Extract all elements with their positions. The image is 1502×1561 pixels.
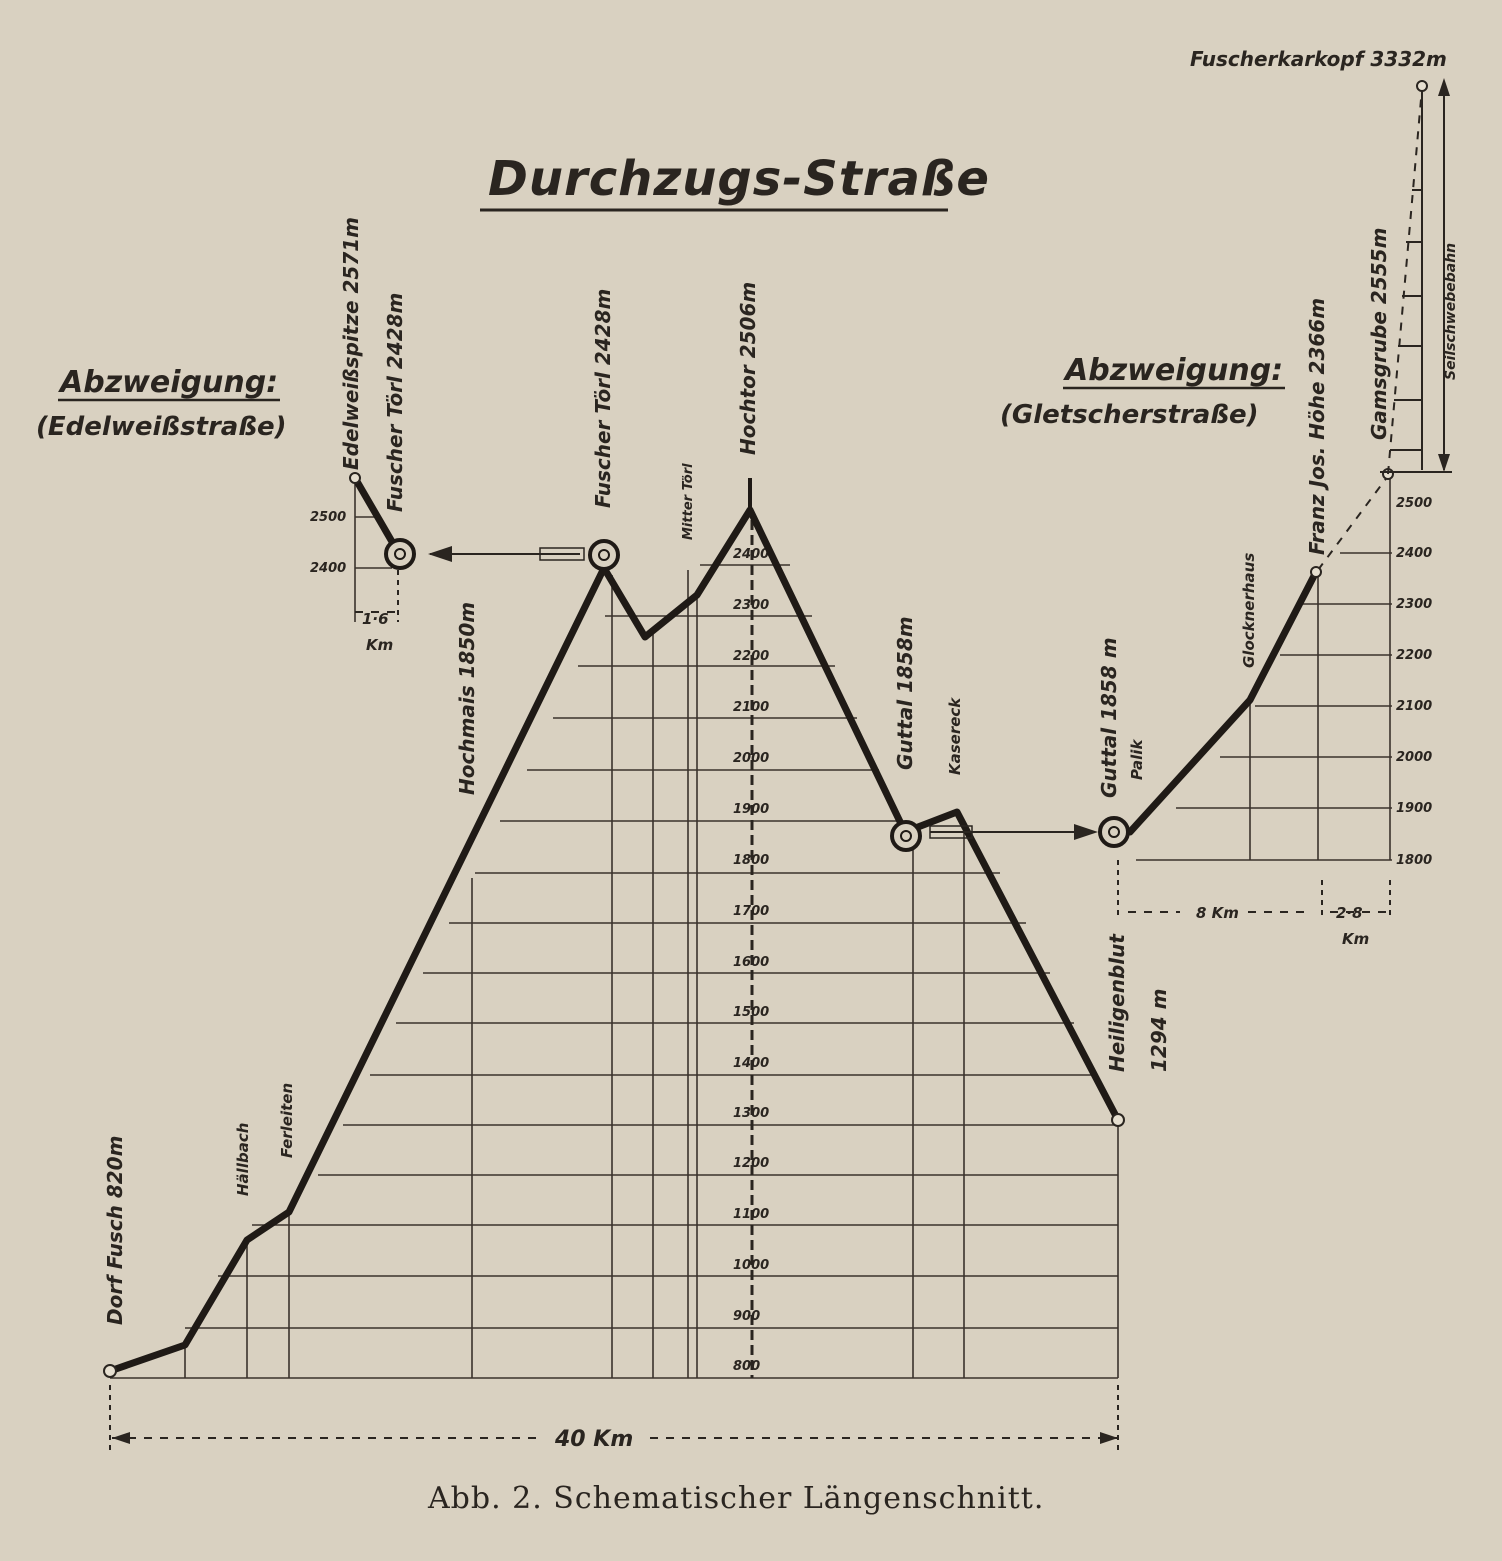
- main-tick-1000: 1000: [733, 1258, 770, 1273]
- right-tick-2200: 2200: [1396, 648, 1433, 663]
- label-gamsgrube: Gamsgrube 2555m: [1367, 227, 1391, 440]
- main-tick-1100: 1100: [733, 1207, 770, 1222]
- main-tick-1800: 1800: [733, 853, 770, 868]
- left-tick-2500: 2500: [310, 510, 347, 525]
- main-tick-1900: 1900: [733, 802, 770, 817]
- heiligenblut-point: [1112, 1114, 1124, 1126]
- right-distance-unit: Km: [1342, 930, 1370, 948]
- label-glocknerhaus: Glocknerhaus: [1240, 552, 1258, 668]
- right-tick-1800: 1800: [1396, 853, 1433, 868]
- guttal-junction-inner: [901, 831, 911, 841]
- label-mitter-torl: Mitter Törl: [681, 463, 696, 540]
- label-heiligenblut: Heiligenblut: [1105, 934, 1129, 1072]
- right-tick-2000: 2000: [1396, 750, 1433, 765]
- main-tick-1200: 1200: [733, 1156, 770, 1171]
- label-hochmais: Hochmais 1850m: [455, 601, 479, 795]
- label-fuscherkarkopf: Fuscherkarkopf 3332m: [1190, 47, 1447, 71]
- main-tick-800: 800: [733, 1359, 761, 1374]
- left-branch-arrow: [428, 546, 584, 562]
- diagram-title: Durchzugs-Straße: [488, 151, 990, 207]
- right-branch-arrow: [930, 824, 1098, 840]
- label-hallbach: Hällbach: [234, 1122, 252, 1196]
- right-tick-2400: 2400: [1396, 546, 1433, 561]
- dorf-fusch-point: [104, 1365, 116, 1377]
- figure-caption: Abb. 2. Schematischer Längenschnitt.: [428, 1481, 1045, 1516]
- label-fuscher-torl: Fuscher Törl 2428m: [591, 288, 615, 508]
- main-tick-1400: 1400: [733, 1056, 770, 1071]
- main-tick-2200: 2200: [733, 649, 770, 664]
- label-dorf-fusch: Dorf Fusch 820m: [103, 1135, 127, 1325]
- right-tick-2100: 2100: [1396, 699, 1433, 714]
- label-edelweissspitze: Edelweißspitze 2571m: [339, 217, 363, 470]
- main-tick-1700: 1700: [733, 904, 770, 919]
- main-tick-2400: 2400: [733, 547, 770, 562]
- right-distance-8km: 8 Km: [1196, 904, 1239, 922]
- branch-left-heading: Abzweigung:: [60, 365, 279, 400]
- label-fuscher-torl-branch: Fuscher Törl 2428m: [383, 292, 407, 512]
- franz-jos-point: [1311, 567, 1321, 577]
- fuscher-torl-junction-inner: [599, 550, 609, 560]
- main-tick-2000: 2000: [733, 751, 770, 766]
- branch-right-heading: Abzweigung:: [1065, 353, 1284, 388]
- main-tick-900: 900: [733, 1309, 761, 1324]
- total-distance: 40 Km: [555, 1427, 634, 1452]
- main-grid-horizontals: [110, 565, 1118, 1378]
- label-ferleiten: Ferleiten: [278, 1082, 296, 1158]
- label-seilschwebebahn: Seilschwebebahn: [1443, 242, 1459, 380]
- left-tick-2400: 2400: [310, 561, 347, 576]
- main-tick-1500: 1500: [733, 1005, 770, 1020]
- main-tick-2300: 2300: [733, 598, 770, 613]
- label-hochtor: Hochtor 2506m: [736, 281, 760, 455]
- label-palik: Palik: [1128, 739, 1146, 780]
- label-guttal-branch: Guttal 1858 m: [1097, 637, 1121, 798]
- right-tick-1900: 1900: [1396, 801, 1433, 816]
- label-kasereck: Kasereck: [946, 697, 964, 775]
- main-tick-1300: 1300: [733, 1106, 770, 1121]
- main-tick-2100: 2100: [733, 700, 770, 715]
- main-road-profile: [110, 510, 1118, 1371]
- right-branch-grid: [1136, 470, 1392, 860]
- branch-left-sub: (Edelweißstraße): [36, 412, 287, 442]
- left-distance: 1·6: [362, 610, 389, 628]
- main-grid-verticals: [185, 520, 1118, 1378]
- left-distance-unit: Km: [366, 636, 394, 654]
- right-tick-2500: 2500: [1396, 496, 1433, 511]
- right-distance-2-8: 2·8: [1336, 904, 1363, 922]
- label-guttal: Guttal 1858m: [893, 616, 917, 770]
- guttal-branch-junction-inner: [1109, 827, 1119, 837]
- label-franz-jos: Franz Jos. Höhe 2366m: [1305, 297, 1329, 555]
- branch-right-sub: (Gletscherstraße): [1000, 400, 1259, 430]
- main-tick-1600: 1600: [733, 955, 770, 970]
- label-heiligenblut-altitude: 1294 m: [1147, 988, 1171, 1072]
- right-tick-2300: 2300: [1396, 597, 1433, 612]
- right-branch-profile: [1130, 572, 1316, 832]
